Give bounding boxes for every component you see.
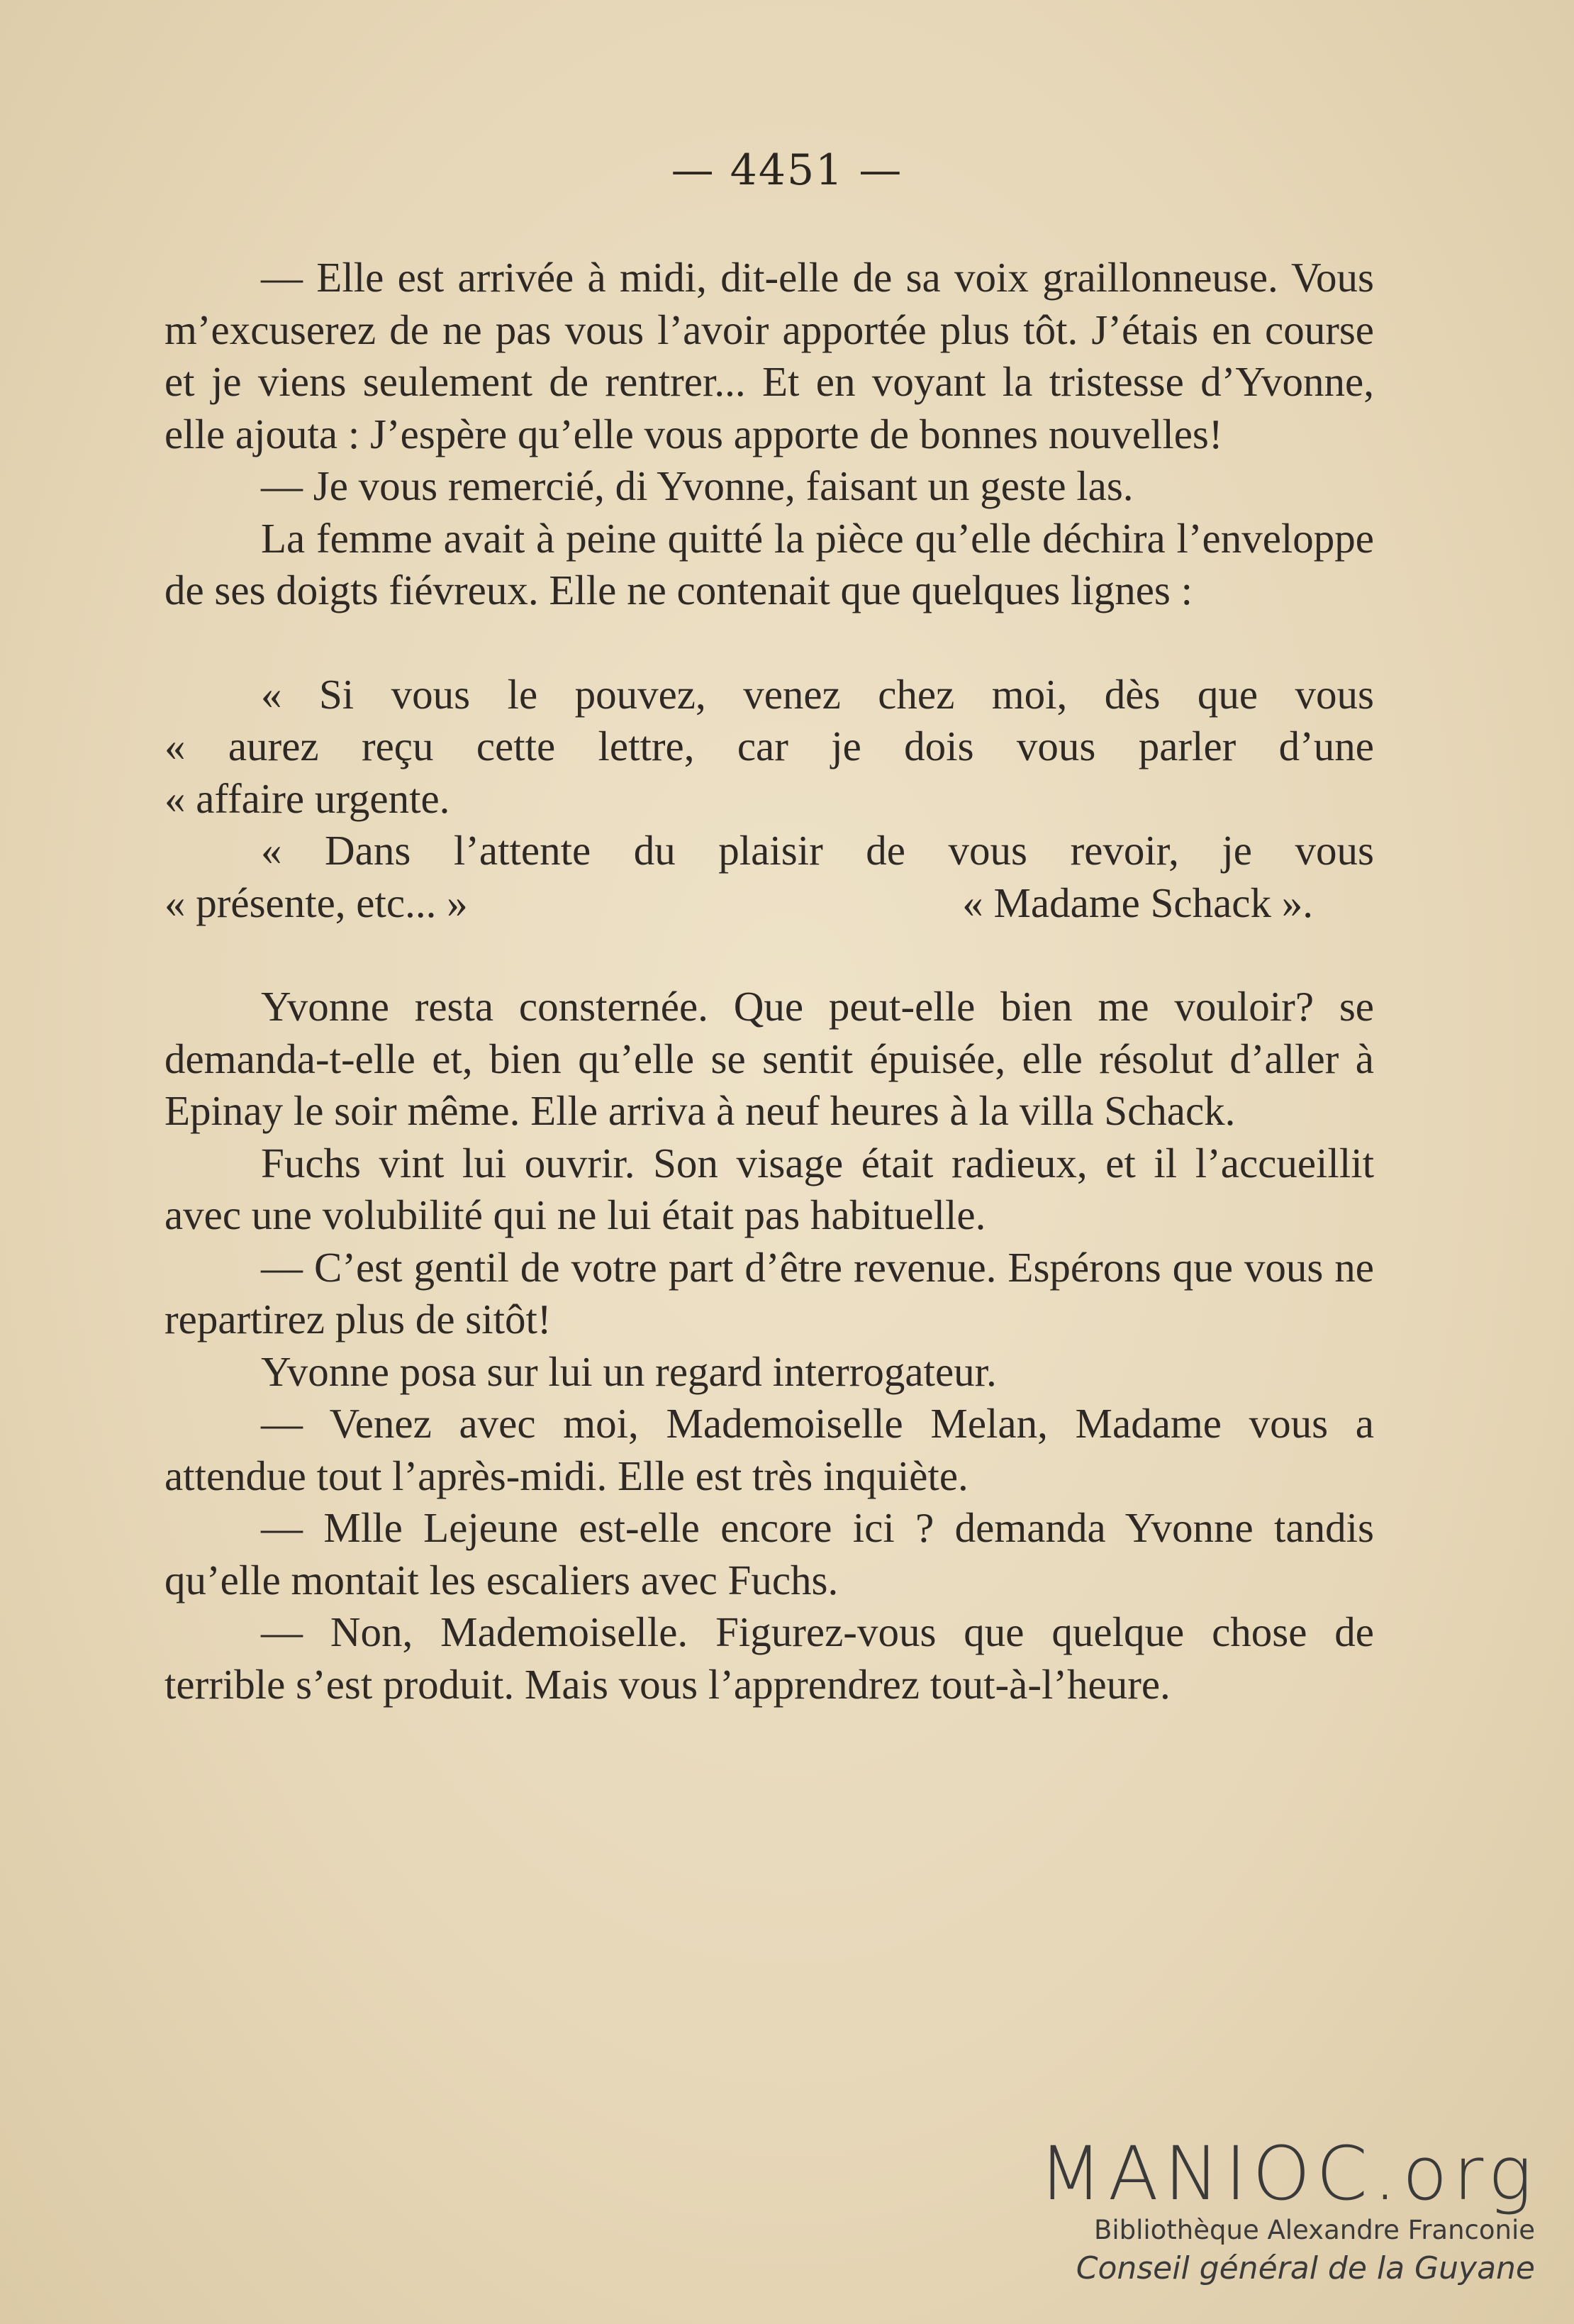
watermark-library: Bibliothèque Alexandre Franconie: [1093, 2215, 1535, 2245]
paragraph: Yvonne resta consternée. Que peut-elle bien me vouloir? se demanda-t-elle et, bien qu’elle se sentit épuisée, elle résolut d’aller à Epinay le soir même. Elle arriva à neuf heures à la villa Schack.: [164, 983, 1374, 1134]
letter-signature: « Madame Schack ».: [962, 879, 1313, 926]
paragraph: Yvonne posa sur lui un regard interrogateur.: [261, 1347, 997, 1395]
paragraph: — Non, Mademoiselle. Figurez-vous que quelque chose de terrible s’est produit. Mais vous l’apprendrez tout-à-l’heure.: [164, 1608, 1374, 1708]
paragraph: — Venez avec moi, Mademoiselle Melan, Madame vous a attendue tout l’après-midi. Elle est très inquiète.: [164, 1400, 1374, 1499]
paragraph: — Je vous remercié, di Yvonne, faisant un geste las.: [261, 462, 1134, 509]
spacer: [164, 929, 1374, 981]
body-text: [164, 252, 1374, 1711]
letter-line: « aurez reçu cette lettre, car je dois vous parler d’une: [164, 723, 1374, 769]
paragraph: Fuchs vint lui ouvrir. Son visage était radieux, et il l’accueillit avec une volubilité qui ne lui était pas habituelle.: [164, 1139, 1374, 1238]
paragraph: — Mlle Lejeune est-elle encore ici ? demanda Yvonne tandis qu’elle montait les escaliers avec Fuchs.: [164, 1504, 1374, 1603]
manioc-watermark: [1039, 2130, 1538, 2289]
spacer: [164, 617, 1374, 669]
letter-line: « Si vous le pouvez, venez chez moi, dès que vous: [261, 670, 1374, 718]
letter-closing-formula: « présente, etc... »: [164, 879, 468, 926]
paragraph: — C’est gentil de votre part d’être revenue. Espérons que vous ne repartirez plus de sitôt!: [164, 1243, 1374, 1342]
quoted-letter: [164, 669, 1374, 930]
letter-line: « affaire urgente.: [164, 774, 450, 822]
letter-closing: [164, 877, 1327, 930]
paragraph: La femme avait à peine quitté la pièce qu’elle déchira l’enveloppe de ses doigts fiévreux. Elle ne contenait que quelques lignes :: [164, 514, 1374, 613]
manioc-logo: MANIOC.org: [1039, 2130, 1538, 2217]
page-number: — 4451 —: [671, 145, 903, 195]
letter-line: « Dans l’attente du plaisir de vous revoir, je vous: [261, 827, 1374, 874]
watermark-council: Conseil général de la Guyane: [1076, 2250, 1535, 2286]
paragraph: — Elle est arrivée à midi, dit-elle de sa voix graillonneuse. Vous m’excuserez de ne pas vous l’avoir apportée plus tôt. J’étais en course et je viens seulement de rentrer... Et en voyant la tristesse d’Yvonne, elle ajouta : J’espère qu’elle vous apporte de bonnes nouvelles!: [164, 254, 1374, 457]
